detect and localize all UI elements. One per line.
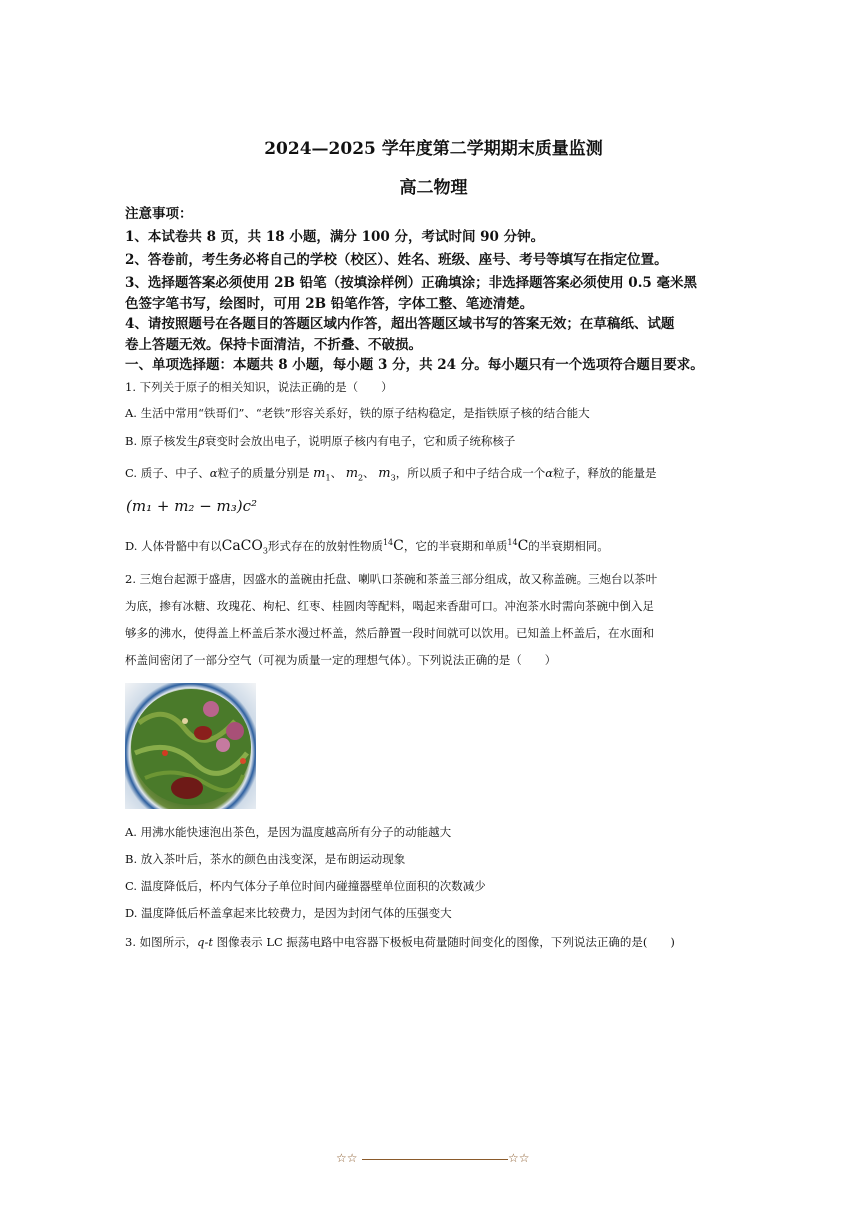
q1-energy-formula: (m₁ + m₂ − m₃)c²: [126, 497, 258, 515]
q1-option-a: A. 生活中常用“铁哥们”、“老铁”形容关系好，铁的原子结构稳定，是指铁原子核的结合能大: [125, 406, 590, 420]
exam-subject: 高二物理: [399, 178, 468, 198]
notes-heading: 注意事项：: [125, 206, 193, 222]
q2-option-c: C. 温度降低后，杯内气体分子单位时间内碰撞器壁单位面积的次数减少: [125, 879, 486, 893]
q1-b-post: 衰变时会放出电子，说明原子核内有电子，它和质子统称核子: [204, 434, 516, 448]
note-line-2: 2、答卷前，考生务必将自己的学校（校区）、姓名、班级、座号、考号等填写在指定位置。: [125, 252, 668, 268]
note-line-3: 3、选择题答案必须使用 2B 铅笔（按填涂样例）正确填涂；非选择题答案必须使用 0.5 毫米黑: [125, 275, 697, 291]
tea-bowl-photo: [125, 683, 256, 809]
q1-c-pre: C. 质子、中子、: [125, 466, 210, 480]
q3-post: 图像表示 LC 振荡电路中电容器下极板电荷量随时间变化的图像，下列说法正确的是( ): [213, 935, 675, 949]
q1-d-end: 的半衰期相同。: [528, 539, 609, 553]
q1-option-d: [125, 538, 609, 555]
q1-c-post: ，所以质子和中子结合成一个: [395, 466, 546, 480]
note-line-1: 1、本试卷共 8 页，共 18 小题，满分 100 分，考试时间 90 分钟。: [125, 229, 545, 245]
q3-pre: 3. 如图所示，: [125, 935, 198, 949]
mass-m2-sub: 2: [358, 473, 364, 483]
q1-d-mid2: ，它的半衰期和单质: [403, 539, 508, 553]
q2-stem-line-4: 杯盖间密闭了一部分空气（可视为质量一定的理想气体）。下列说法正确的是（ ）: [125, 653, 557, 667]
q1-c-end: 粒子，释放的能量是: [553, 466, 657, 480]
q1-option-c: C. 质子、中子、α粒子的质量分别是 $m_1$、 $m_2$、 $m_3$，所以质子和中子结合成一个α粒子，释放的能量是: [125, 466, 657, 483]
caco3-formula: CaCO: [221, 538, 263, 554]
alpha-symbol-2: α: [545, 466, 553, 480]
isotope-14-sup-2: 14: [507, 538, 518, 548]
mass-m2: m: [345, 466, 359, 481]
carbon-symbol: C: [393, 538, 404, 554]
q2-option-b: B. 放入茶叶后，茶水的颜色由浅变深，是布朗运动现象: [125, 852, 406, 866]
q1-stem: 1. 下列关于原子的相关知识，说法正确的是（ ）: [125, 380, 393, 394]
beta-symbol: β: [198, 434, 205, 448]
footer-stars-left: ☆☆: [336, 1151, 358, 1165]
q1-option-b: [125, 433, 515, 449]
q3-stem: [125, 934, 675, 950]
isotope-14-sup: 14: [382, 538, 394, 548]
q1-d-pre: D. 人体骨骼中有以: [125, 539, 222, 553]
mass-m1: m: [313, 466, 326, 481]
q2-stem-line-2: 为底，掺有冰糖、玫瑰花、枸杞、红枣、桂圆肉等配料，喝起来香甜可口。冲泡茶水时需向茶碗中倒入足: [125, 599, 654, 613]
q2-option-a: A. 用沸水能快速泡出茶色，是因为温度越高所有分子的动能越大: [125, 825, 452, 839]
q1-c-mid: 粒子的质量分别是: [217, 466, 310, 480]
footer-divider: [362, 1159, 508, 1160]
q2-stem-line-1: 2. 三炮台起源于盛唐，因盛水的盖碗由托盘、喇叭口茶碗和茶盖三部分组成，故又称盖碗。三炮台以茶叶: [125, 572, 658, 586]
mass-m3-sub: 3: [390, 473, 396, 483]
qt-label: q-t: [197, 935, 214, 949]
q2-option-d: D. 温度降低后杯盖拿起来比较费力，是因为封闭气体的压强变大: [125, 906, 452, 920]
q2-stem-line-3: 够多的沸水，使得盖上杯盖后茶水漫过杯盖，然后静置一段时间就可以饮用。已知盖上杯盖后，在水面和: [125, 626, 654, 640]
carbon-symbol-2: C: [517, 538, 529, 554]
alpha-symbol: α: [209, 466, 218, 480]
note-line-4: 色签字笔书写，绘图时，可用 2B 铅笔作答，字体工整、笔迹清楚。: [125, 296, 534, 312]
caco3-sub: 3: [262, 546, 268, 556]
q1-d-mid: 形式存在的放射性物质: [267, 539, 383, 553]
section-heading: 一、单项选择题：本题共 8 小题，每小题 3 分，共 24 分。每小题只有一个选项符合题目要求。: [125, 357, 704, 373]
note-line-5: 4、请按照题号在各题目的答题区域内作答，超出答题区域书写的答案无效；在草稿纸、试题: [125, 316, 675, 332]
note-line-6: 卷上答题无效。保持卡面清洁，不折叠、不破损。: [125, 337, 422, 353]
footer-stars-right: ☆☆: [508, 1151, 530, 1165]
exam-title: 2024—2025 学年度第二学期期末质量监测: [264, 139, 603, 159]
q1-b-pre: B. 原子核发生: [125, 434, 199, 448]
mass-m3: m: [378, 466, 391, 481]
mass-m1-sub: 1: [325, 473, 331, 483]
